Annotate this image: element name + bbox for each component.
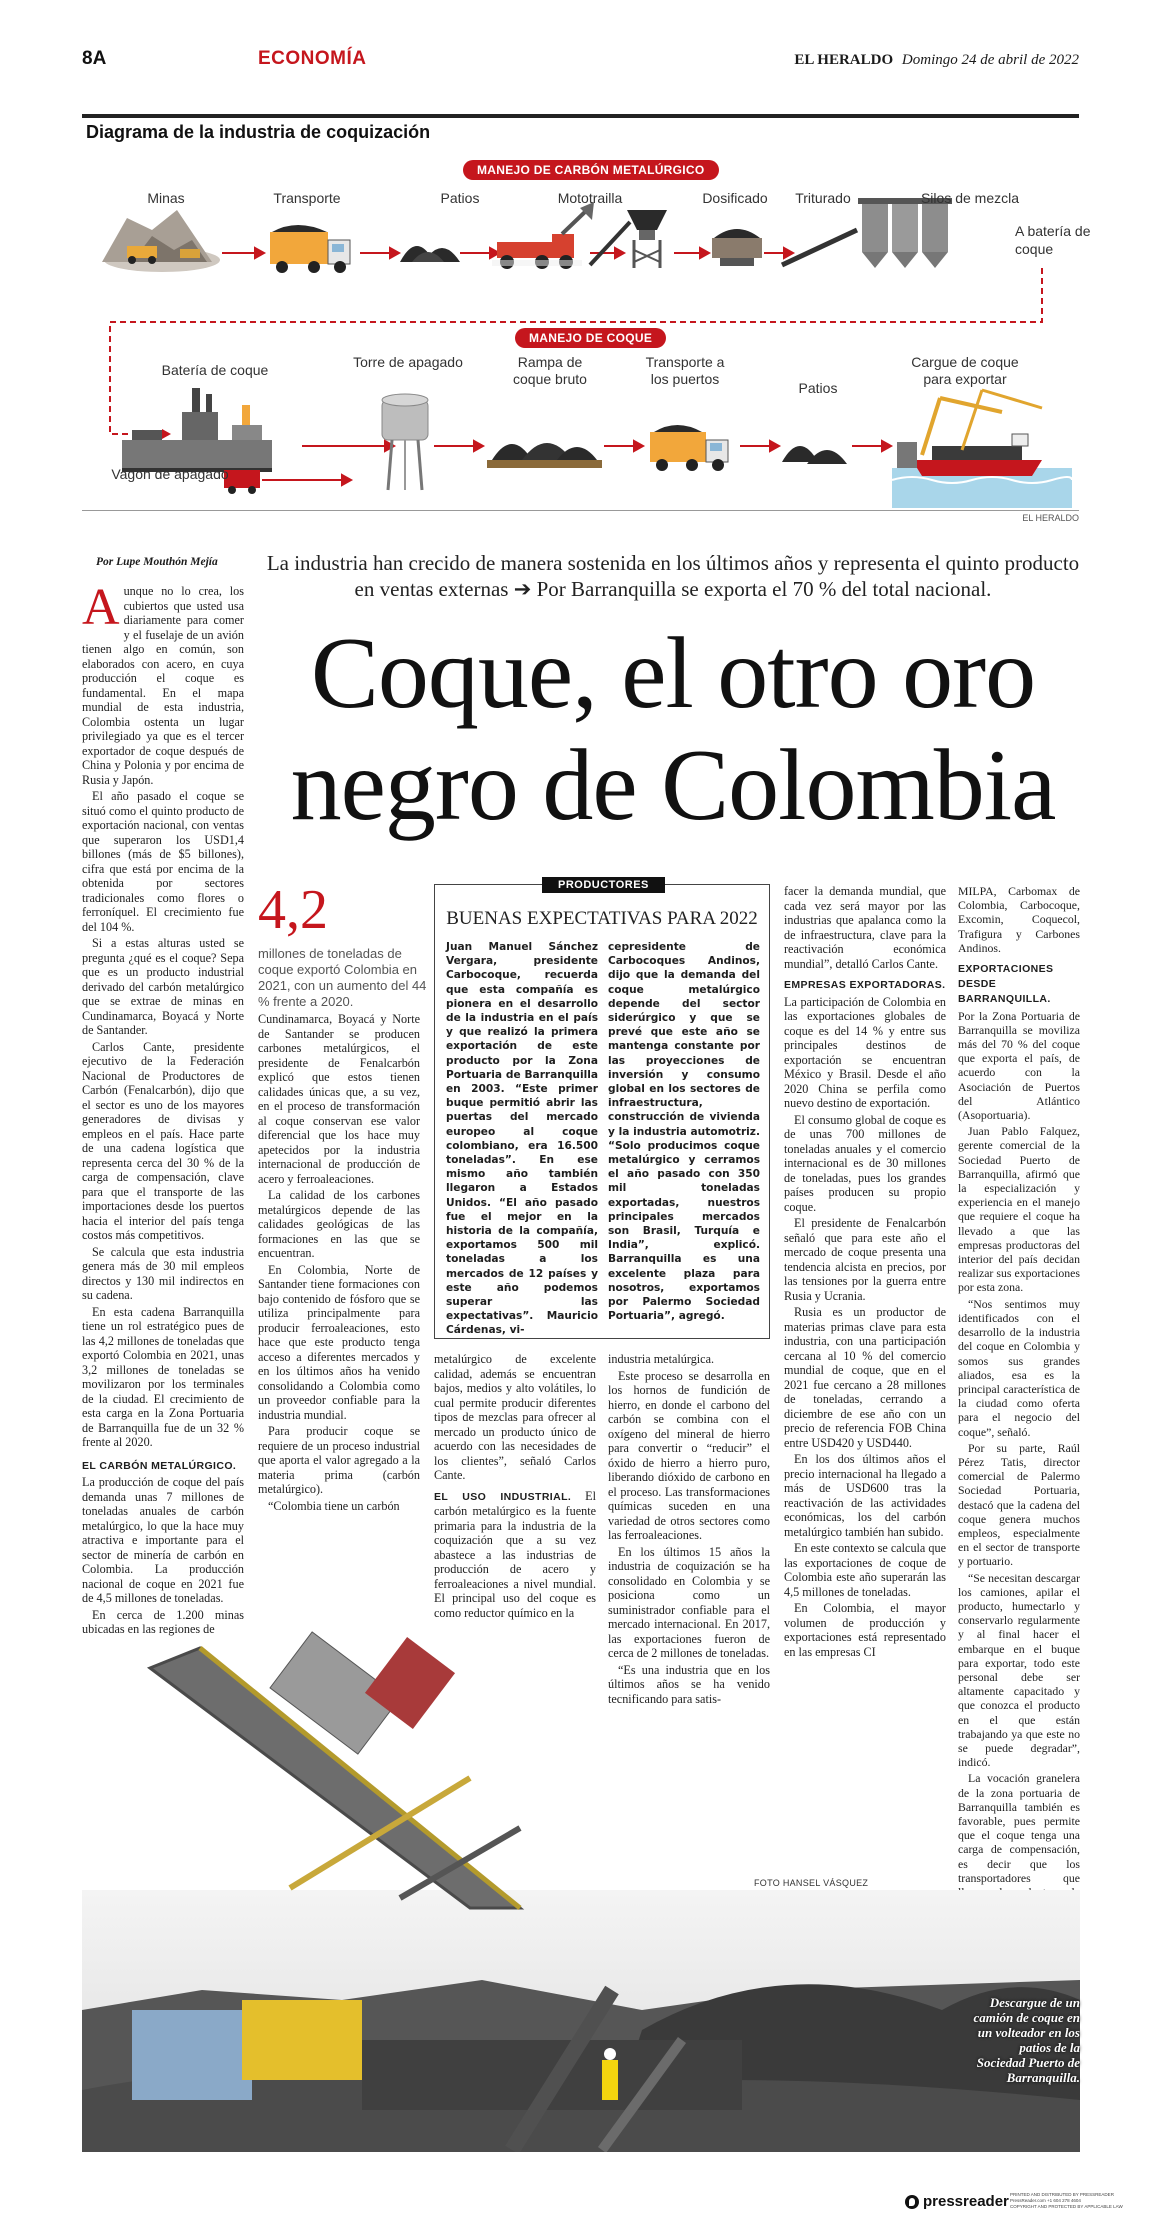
paragraph: En los últimos 15 años la industria de coquización se ha consolidado en Colombia y se posiciona como un suministrador confiable para el mercado internacional. En 2017, las exportaciones fueron de cerca de 2 millones de toneladas. bbox=[608, 1544, 770, 1660]
batching-illustration bbox=[590, 210, 667, 268]
producers-left bbox=[446, 940, 598, 1340]
paragraph: Cundinamarca, Boyacá y Norte de Santander se producen carbones metalúrgicos, el presidente de Fenalcarbón explicó que estos tienen calidades únicas que, a su vez, en el proceso de transformación al coque conservan ese valor diferencial que los hace muy apetecidos por la industria internacional de producción de acero y ferroaleaciones. bbox=[258, 1012, 420, 1186]
quench-tower-illustration bbox=[382, 394, 428, 490]
tipper-structure bbox=[140, 1628, 620, 1928]
column-5 bbox=[784, 884, 946, 1661]
band-label-coke: MANEJO DE COQUE bbox=[515, 328, 666, 348]
paragraph: “Nos sentimos muy identificados con el desarrollo de la industria del coque en Colombia y somos sus grandes aliados, esa es la principal característica de la ciudad como oferta para el negocio del coque”, señaló. bbox=[958, 1296, 1080, 1439]
producers-right-text: cepresidente de Carbocoques Andinos, dijo que la demanda del coque metalúrgico depende del sector siderúrgico y que se prevé que este año se mantenga constante por las proyecciones de inversión y consumo global en los sectores de infraestructura, construcción de vivienda y la industria automotriz. “Solo producimos coque metalúrgico y cerramos el año pasado con 350 mil toneladas exportadas, nuestros principales mercados son Brasil, Turquía e India”, explicó. Barranquilla es una excelente plaza para nosotros, exportamos por Palermo Sociedad Portuaria”, agregó. bbox=[608, 941, 760, 1323]
paragraph: En los dos últimos años el precio internacional ha llegado a más de USD600 tras la reactivación de las actividades económicas, los del carbón metalúrgico también han subido. bbox=[784, 1452, 946, 1539]
step-silos: Silos de mezcla bbox=[920, 190, 1020, 206]
mine-illustration bbox=[102, 210, 220, 272]
paragraph: La producción de coque del país demanda unas 7 millones de toneladas anuales de carbón metalúrgico, lo que la hace muy atractiva e importante para el sector de minería de carbón en Colombia. La producción nacional de coque en 2021 fue de 4,5 millones de toneladas. bbox=[82, 1475, 244, 1605]
photo-caption: Descargue de un camión de coque en un volteador en los patios de la Sociedad Puerto de Barranquilla. bbox=[973, 1995, 1080, 2085]
coke-ramp-illustration bbox=[487, 443, 602, 468]
subhead-industrial: EL USO INDUSTRIAL. bbox=[434, 1490, 572, 1503]
step-patios: Patios bbox=[440, 190, 480, 206]
producers-right bbox=[608, 940, 760, 1325]
pressreader-logo bbox=[905, 2193, 1009, 2210]
paragraph: Por la Zona Portuaria de Barranquilla se moviliza más del 70 % del coque que exporta el país, de acuerdo con la Asociación de Puertos del Atlántico (Asoportuaria). bbox=[958, 1008, 1080, 1123]
headline-line-2: negro de Colombia bbox=[290, 729, 1056, 842]
crusher-illustration bbox=[712, 229, 762, 266]
paragraph: “Es una industria que en los últimos años se ha venido tecnificando para satis- bbox=[608, 1662, 770, 1706]
headline bbox=[258, 618, 1088, 842]
producers-left-text: Juan Manuel Sánchez Vergara, presidente Carbocoque, recuerda que esta compañía es pionera en el desarrollo de la industria en el país y que realizó la primera exportación de este producto por la Zona Portuaria de Barranquilla en 2003. “Este primer buque permitió abrir las puertas del mercado europeo al coque colombiano, era 16.500 toneladas”. En ese mismo año también llegaron a Estados Unidos. “El año pasado fue el mejor en la historia de la compañía, exportamos 500 mil toneladas a los mercados de 12 países y este año podemos superar las expectativas”. Mauricio Cárdenas, vi- bbox=[446, 941, 598, 1337]
step-patios-2: Patios bbox=[798, 380, 838, 396]
diagram-bottom-rule bbox=[82, 510, 1079, 511]
paragraph: Este proceso se desarrolla en los hornos de fundición de hierro, en donde el carbono del carbón se combina con el oxígeno del mineral de hierro para convertir o “reducir” el óxido de hierro a hierro puro, liberando dióxido de carbono en el proceso. Las transformaciones químicas suceden en una variedad de otros sectores como las ferroaleaciones. bbox=[608, 1368, 770, 1542]
issue-date: Domingo 24 de abril de 2022 bbox=[901, 52, 1079, 68]
paragraph: Si a estas alturas usted se pregunta ¿qué es el coque? Sepa que es un producto industrial derivado del carbón metalúrgico que se extrae de minas en Cundinamarca, Boyacá y Norte de Santander. bbox=[82, 936, 244, 1037]
paragraph: Se calcula que esta industria genera más de 30 mil empleos directos y 130 mil indirectos en su cadena. bbox=[82, 1244, 244, 1302]
silos-illustration bbox=[782, 198, 952, 268]
fineprint-line: COPYRIGHT AND PROTECTED BY APPLICABLE LAW bbox=[1010, 2204, 1123, 2209]
step-bateria: Batería de coque bbox=[161, 362, 269, 378]
column-4 bbox=[608, 1352, 770, 1708]
diagram-credit: EL HERALDO bbox=[1022, 513, 1079, 523]
paragraph: En Colombia, el mayor volumen de producción y exportaciones está representado en las empresas CI bbox=[784, 1601, 946, 1659]
column-3 bbox=[434, 1352, 596, 1622]
fineprint-line: PRINTED AND DISTRIBUTED BY PRESSREADER bbox=[1010, 2192, 1114, 2197]
paragraph: La calidad de los carbones metalúrgicos depende de las calidades geológicas de las formaciones en las que se encuentran. bbox=[258, 1188, 420, 1260]
paragraph: La vocación granelera de la zona portuaria de Barranquilla también es favorable, pues permite que el coque tenga una carga de compensación, es decir que los transportadores que bbox=[958, 1771, 1080, 1885]
coke-battery-illustration bbox=[122, 388, 272, 472]
paragraph: La participación de Colombia en las exportaciones globales de coque es del 14 % y entre sus principales destinos de exportación se encuentran México y Brasil. Desde el año 2020 China se perfila como nuevo destino de exportación. bbox=[784, 994, 946, 1110]
headline-line-1: Coque, el otro oro bbox=[310, 617, 1036, 730]
newspaper-name: EL HERALDO bbox=[794, 52, 894, 68]
paragraph: En esta cadena Barranquilla tiene un rol estratégico pues de las 4,2 millones de toneladas que exportó Colombia en 2021, unas 3,2 millones de toneladas se movilizaron por los terminales de la ciudad. El crecimiento de esta carga en la Zona Portuaria de Barranquilla fue de un 32 % frente al 2020. bbox=[82, 1304, 244, 1449]
paragraph: En Colombia, Norte de Santander tiene formaciones con bajo contenido de fósforo que se utiliza principalmente para producir ferroaleaciones, esto hace que este producto tenga acceso a diferentes mercados y en los últimos años ha venido consolidando a Colombia como un proveedor confiable para la industria mundial. bbox=[258, 1262, 420, 1422]
diagram-title: Diagrama de la industria de coquización bbox=[86, 122, 431, 142]
column-6 bbox=[958, 884, 1080, 1944]
subhead-carbon: EL CARBÓN METALÚRGICO. bbox=[82, 1459, 237, 1472]
masthead bbox=[794, 50, 1079, 69]
step-rampa: Rampa de coque bruto bbox=[513, 354, 587, 387]
paragraph: Rusia es un productor de materias primas clave para esta industria, con una participación cercana al 10 % del comercio mundial de coque, que en el 2021 fue cercano a 28 millones de toneladas, cerrando a diciembre de ese año con un precio de referencia FOB China entre USD420 y USD440. bbox=[784, 1305, 946, 1450]
pressreader-fineprint bbox=[1010, 2192, 1123, 2210]
ship-loading-illustration bbox=[892, 390, 1072, 508]
step-torre: Torre de apagado bbox=[353, 354, 463, 370]
paragraph: En cerca de 1.200 minas ubicadas en las regiones de bbox=[82, 1607, 244, 1636]
step-triturado: Triturado bbox=[795, 190, 851, 206]
drop-cap-paragraph: unque no lo crea, los cubiertos que usted usa diariamente para comer y el fuselaje de un avión tienen algo en común, son elaborados con acero, en cuya producción el coque es fundamental. En el mapa mundial de esta industria, Colombia ostenta un lugar privilegiado ya que es el tercer exportador de coque después de China y Polonia y por encima de Rusia y Japón. bbox=[82, 584, 244, 787]
yard-piles-2 bbox=[782, 446, 847, 464]
paragraph: Juan Pablo Falquez, gerente comercial de la Sociedad Puerto de Barranquilla, afirmó que la especialización y experiencia en el manejo que requiere el coque ha llevado a que las empresas productoras del interior del país decidan realizar sus exportaciones por esta zona. bbox=[958, 1124, 1080, 1295]
paragraph: “Colombia tiene un carbón bbox=[268, 1498, 400, 1513]
step-transporte: Transporte bbox=[273, 190, 341, 206]
subtitle: La industria han crecido de manera sostenida en los últimos años y representa el quinto producto en ventas externas ➔ Por Barranquilla se exporta el 70 % del total nacional. bbox=[266, 551, 1080, 601]
fineprint-line: PressReader.com +1 604 278 4604 bbox=[1010, 2198, 1081, 2203]
page-number: 8A bbox=[82, 48, 107, 69]
band-label-coal: MANEJO DE CARBÓN METALÚRGICO bbox=[463, 160, 719, 180]
paragraph: Carlos Cante, presidente ejecutivo de la Federación Nacional de Productores de Carbón (Fenalcarbón), dijo que el sector es uno de los mayores generadores de divisas y empleos en el país. Hace parte de una cadena logística que representa cerca del 30 % de la carga de compensación, clave para que el transporte de las importaciones desde los puertos hacia el interior del país tenga costos más competitivos. bbox=[82, 1039, 244, 1242]
step-cargue: Cargue de coque para exportar bbox=[911, 354, 1019, 387]
paragraph: El carbón metalúrgico es la fuente primaria para la industria de la coquización que a su vez abastece a las industrias de producción de acero y ferroaleaciones a nivel mundial. El principal uso del coque es como reductor químico en la bbox=[434, 1488, 597, 1620]
lead-paragraph bbox=[82, 579, 244, 787]
truck-illustration-1 bbox=[270, 225, 350, 273]
paragraph: Por su parte, Raúl Pérez Tatis, director comercial de Palermo Sociedad Portuaria, destacó que la cadena del coque genera muchos empleos, especialmente en el sector de transporte y portuario. bbox=[958, 1440, 1080, 1569]
paragraph: El consumo global de coque es de unas 700 millones de toneladas anuales y el comercio internacional es de 30 millones de toneladas, pues los grandes países producen su propio coque. bbox=[784, 1112, 946, 1214]
step-minas: Minas bbox=[147, 190, 185, 206]
step-vagon: Vagón de apagado bbox=[111, 466, 229, 482]
step-dosificado: Dosificado bbox=[702, 190, 768, 206]
paragraph: El año pasado el coque se situó como el quinto producto de exportación nacional, con ventas que superaron los USD1,4 billones (más de $5 billones), cifra que está por encima de la obtenida por sectores tradicionales como flores o ferroníquel. El crecimiento fue del 104 %. bbox=[82, 789, 244, 934]
paragraph: MILPA, Carbomax de Colombia, Carbocoque, Excomin, Coquecol, Trafigura y Carbones Andinos. bbox=[958, 884, 1080, 955]
article-photo bbox=[82, 1890, 1080, 2152]
pressreader-name: pressreader bbox=[923, 2193, 1009, 2210]
step-mototrailla: Mototrailla bbox=[557, 190, 623, 206]
byline: Por Lupe Mouthón Mejía bbox=[96, 556, 218, 568]
step-transporte-puertos: Transporte a los puertos bbox=[645, 354, 725, 387]
producers-title: BUENAS EXPECTATIVAS PARA 2022 bbox=[446, 908, 758, 929]
paragraph: facer la demanda mundial, que cada vez será mayor por las industrias que apalanca como la de infraestructura, clave para la reactivación económica mundial”, detalló Carlos Cante. bbox=[784, 884, 946, 971]
paragraph: “Se necesitan descargar los camiones, apilar el producto, humectarlo y conservarlo regularmente y al final hacer el embarque en el buque para exportar, todo este personal debe ser altamente capacitado y que conozca el producto en el que están trabajando ya que este no se puede degradar”, indicó. bbox=[958, 1570, 1080, 1770]
producers-tag: PRODUCTORES bbox=[542, 877, 665, 893]
subhead-barranquilla: EXPORTACIONES DESDE BARRANQUILLA. bbox=[958, 963, 1054, 1006]
paragraph: metalúrgico de excelente calidad, además se encuentran bajos, medios y alto volátiles, lo cual permite producir diferentes tipos de mezclas para ofrecer al mercado un producto único de acuerdo con las necesidades de los clientes”, señaló Carlos Cante. bbox=[434, 1352, 596, 1482]
paragraph: industria metalúrgica. bbox=[608, 1352, 715, 1366]
paragraph: Para producir coque se requiere de un proceso industrial que aporta el valor agregado a la materia prima (carbón metalúrgico). bbox=[258, 1424, 420, 1496]
paragraph: En este contexto se calcula que las exportaciones de coque de Colombia este año superarán las 4,5 millones de toneladas. bbox=[784, 1541, 946, 1599]
photo-credit: FOTO HANSEL VÁSQUEZ bbox=[754, 1878, 869, 1888]
step-destination: A batería de coque bbox=[1015, 223, 1091, 257]
paragraph: El presidente de Fenalcarbón señaló que para este año el mercado de coque presenta una tendencia alcista en precios, por las tensiones por la guerra entre Rusia y Ucrania. bbox=[784, 1216, 946, 1303]
subhead-exporters: EMPRESAS EXPORTADORAS. bbox=[784, 979, 946, 991]
scraper-illustration bbox=[492, 202, 594, 269]
column-2 bbox=[258, 1012, 420, 1515]
column-1 bbox=[82, 579, 244, 1639]
truck-illustration-2 bbox=[650, 425, 728, 471]
pressreader-icon bbox=[905, 2195, 919, 2209]
yard-piles-1 bbox=[400, 246, 460, 262]
stat-number: 4,2 bbox=[258, 879, 328, 941]
drop-cap: A bbox=[82, 579, 120, 636]
section-label: ECONOMÍA bbox=[258, 48, 367, 69]
stat-text: millones de toneladas de coque exportó Colombia en 2021, con un aumento del 44 % frente a 2020. bbox=[258, 946, 427, 1009]
header-rule bbox=[82, 114, 1079, 118]
